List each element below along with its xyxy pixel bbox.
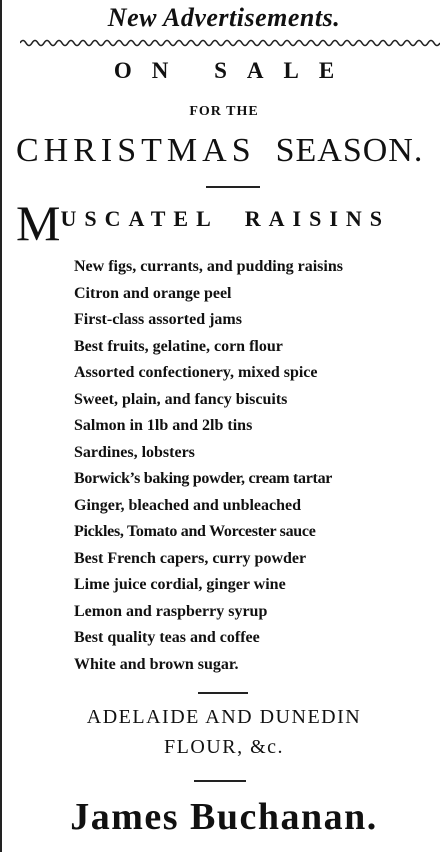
christmas-word: CHRISTMAS [16,132,256,169]
list-item: Borwick’s baking powder, cream tartar [74,470,333,487]
flour-line-secondary: FLOUR, &c. [164,736,284,758]
merchant-name: James Buchanan. [70,796,378,838]
on-sale-heading: ON SALE [113,58,355,83]
list-item: Sardines, lobsters [74,443,195,461]
list-item: Best quality teas and coffee [74,629,260,646]
list-item: Best French capers, curry powder [74,549,307,567]
section-header [2,0,446,33]
divider-rule [194,780,246,782]
list-item: Pickles, Tomato and Worcester sauce [74,523,316,540]
list-item: Sweet, plain, and fancy biscuits [74,390,288,408]
list-item: Ginger, bleached and unbleached [74,496,302,514]
list-item: Best fruits, gelatine, corn flour [74,337,283,355]
season-word: SEASON. [275,132,424,169]
drop-cap: M [16,195,61,251]
list-item: New figs, currants, and pudding raisins [74,258,343,275]
muscatel-word: USCATEL [60,206,219,231]
divider-rule [206,186,260,188]
list-item: First-class assorted jams [74,311,242,328]
wavy-divider [20,36,440,50]
flour-line-primary: ADELAIDE AND DUNEDIN [86,706,362,728]
list-item: White and brown sugar. [74,655,239,673]
christmas-season-heading [16,130,442,172]
muscatel-raisins-heading [16,195,391,251]
for-the-subheading: FOR THE [189,104,259,119]
divider-rule [198,692,248,694]
section-title: New Advertisements. [107,3,341,32]
list-item: Lime juice cordial, ginger wine [74,576,286,593]
raisins-word: RAISINS [244,206,391,231]
list-item: Lemon and raspberry syrup [74,602,268,620]
list-item: Assorted confectionery, mixed spice [74,364,318,381]
list-item: Salmon in 1lb and 2lb tins [74,417,253,434]
list-item: Citron and orange peel [74,284,232,302]
goods-list [74,254,343,678]
